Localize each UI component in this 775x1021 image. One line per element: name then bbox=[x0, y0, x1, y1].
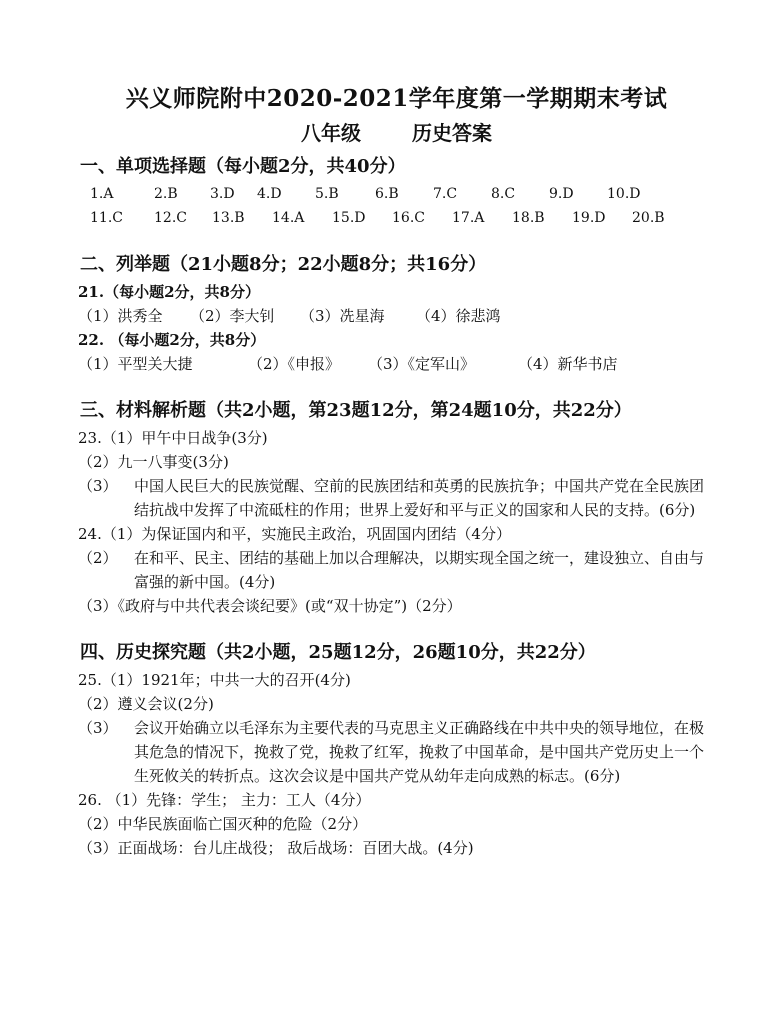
answer-item: （3）《定军山》 bbox=[368, 355, 476, 373]
answer-item: 19.D bbox=[572, 210, 606, 226]
answer-item: （4）新华书店 bbox=[518, 355, 618, 373]
answer-item: 16.C bbox=[392, 210, 425, 226]
answer-text: 中国人民巨大的民族觉醒、空前的民族团结和英勇的民族抗争；中国共产党在全民族团结抗战中发挥了中流砥柱的作用；世界上爱好和平与正义的国家和人民的支持。(6分) bbox=[134, 477, 705, 519]
answer-line: 25.（1）1921年；中共一大的召开(4分) bbox=[78, 671, 351, 689]
answer-line: （2）九一八事变(3分) bbox=[78, 453, 229, 471]
answer-item: 11.C bbox=[90, 210, 123, 226]
answer-paragraph bbox=[78, 474, 715, 522]
answer-item: 12.C bbox=[154, 210, 187, 226]
answer-item: 14.A bbox=[272, 210, 305, 226]
answer-item: （2）《申报》 bbox=[248, 355, 341, 373]
answer-line: 24.（1）为保证国内和平，实施民主政治，巩固国内团结（4分） bbox=[78, 525, 511, 543]
answer-line: 26. （1）先锋：学生； 主力：工人（4分） bbox=[78, 791, 371, 809]
document-title: 兴义师院附中2020-2021学年度第一学期期末考试 bbox=[125, 85, 668, 112]
answer-line: 23.（1）甲午中日战争(3分) bbox=[78, 429, 268, 447]
section-heading: 二、列举题（21小题8分；22小题8分；共16分） bbox=[80, 254, 487, 275]
answer-row bbox=[78, 206, 715, 230]
section-heading: 一、单项选择题（每小题2分，共40分） bbox=[80, 156, 406, 177]
answer-line: （2）遵义会议(2分) bbox=[78, 695, 214, 713]
answer-item: （1）平型关大捷 bbox=[78, 355, 193, 373]
answer-item: 4.D bbox=[257, 186, 282, 202]
subject-label: 历史答案 bbox=[411, 121, 492, 145]
answer-paragraph bbox=[78, 546, 715, 594]
answer-item: 5.B bbox=[315, 186, 339, 202]
answer-line: （3）正面战场：台儿庄战役； 敌后战场：百团大战。(4分) bbox=[78, 839, 474, 857]
question-22-answers bbox=[78, 352, 715, 376]
answer-item: 8.C bbox=[491, 186, 516, 202]
answer-item: 17.A bbox=[452, 210, 485, 226]
answer-item: （2）李大钊 bbox=[190, 307, 275, 325]
answer-item: 10.D bbox=[607, 186, 641, 202]
section-history-inquiry bbox=[78, 638, 715, 860]
answer-item: （3）冼星海 bbox=[300, 307, 385, 325]
answer-line: （3）《政府与中共代表会谈纪要》(或“双十协定”)（2分） bbox=[78, 597, 462, 615]
answer-item: （4）徐悲鸿 bbox=[416, 307, 501, 325]
grade-label: 八年级 bbox=[301, 121, 362, 145]
question-21-heading: 21.（每小题2分，共8分） bbox=[78, 283, 260, 301]
answer-row bbox=[78, 182, 715, 206]
question-21-answers bbox=[78, 304, 715, 328]
answer-item: 15.D bbox=[332, 210, 366, 226]
section-multiple-choice bbox=[78, 152, 715, 230]
answer-label: （3） bbox=[78, 719, 118, 737]
document-subtitle bbox=[78, 117, 715, 146]
answer-item: 18.B bbox=[512, 210, 545, 226]
answer-item: 3.D bbox=[210, 186, 235, 202]
section-heading: 四、历史探究题（共2小题，25题12分，26题10分，共22分） bbox=[80, 642, 596, 663]
answer-item: 6.B bbox=[375, 186, 399, 202]
question-22-heading: 22. （每小题2分，共8分） bbox=[78, 331, 266, 349]
answer-item: 2.B bbox=[154, 186, 178, 202]
answer-line: （2）中华民族面临亡国灭种的危险（2分） bbox=[78, 815, 368, 833]
section-material-analysis bbox=[78, 396, 715, 618]
section-enumeration bbox=[78, 250, 715, 376]
section-heading: 三、材料解析题（共2小题，第23题12分，第24题10分，共22分） bbox=[80, 400, 632, 421]
answer-text: 会议开始确立以毛泽东为主要代表的马克思主义正确路线在中共中央的领导地位，在极其危急的情况下，挽救了党，挽救了红军，挽救了中国革命，是中国共产党历史上一个生死攸关的转折点。这次会议是中国共产党从幼年走向成熟的标志。(6分) bbox=[134, 719, 705, 785]
answer-label: （2） bbox=[78, 549, 118, 567]
answer-text: 在和平、民主、团结的基础上加以合理解决，以期实现全国之统一，建设独立、自由与富强的新中国。(4分) bbox=[134, 549, 705, 591]
answer-item: （1）洪秀全 bbox=[78, 307, 163, 325]
answer-item: 20.B bbox=[632, 210, 665, 226]
answer-item: 7.C bbox=[433, 186, 458, 202]
answer-item: 9.D bbox=[549, 186, 574, 202]
answer-paragraph bbox=[78, 716, 715, 788]
answer-item: 1.A bbox=[90, 186, 114, 202]
answer-item: 13.B bbox=[212, 210, 245, 226]
answer-label: （3） bbox=[78, 477, 118, 495]
